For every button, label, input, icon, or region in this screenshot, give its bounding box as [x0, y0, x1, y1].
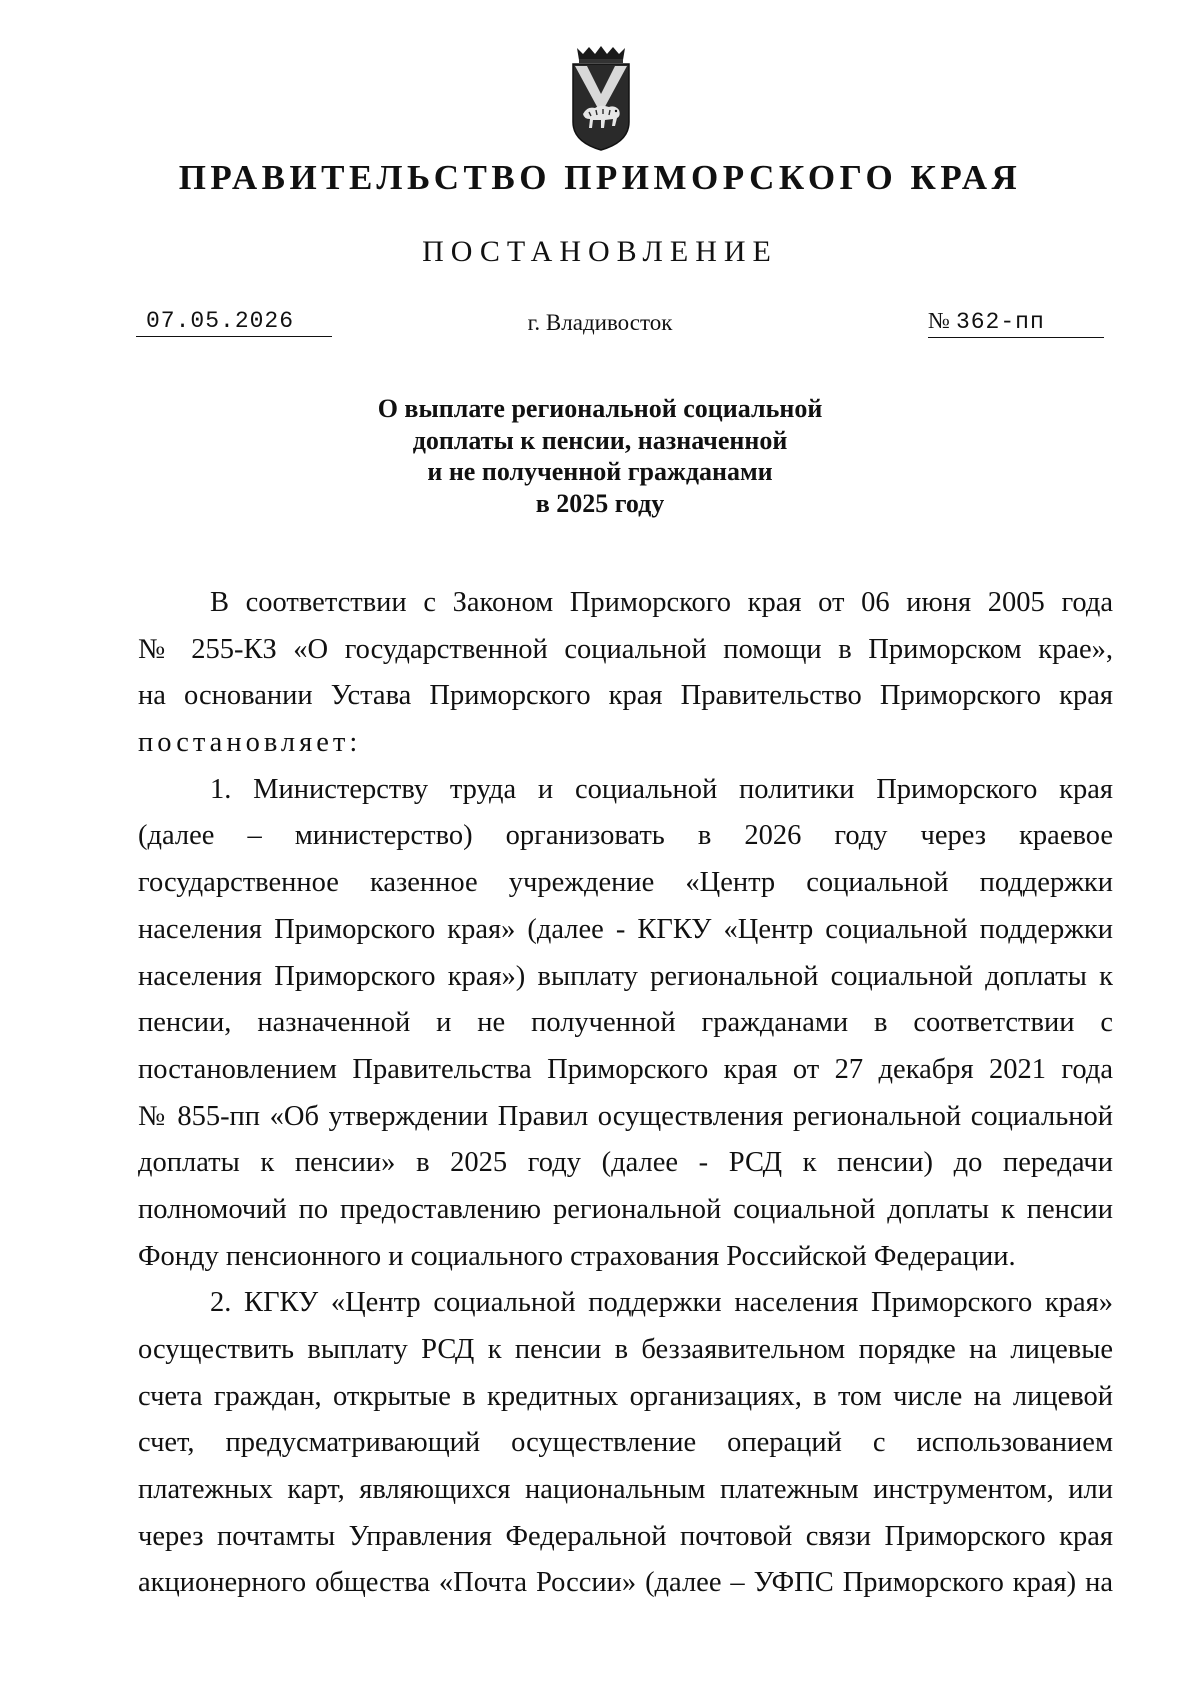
document-date: 07.05.2026 [136, 306, 332, 337]
document-body [138, 580, 1113, 1607]
subject-line: доплаты к пенсии, назначенной [412, 425, 788, 455]
body-line: населения Приморского края» (далее - КГКУ «Центр социальной поддержки [138, 913, 1113, 945]
body-line: № 255-КЗ «О государственной социальной помощи в Приморском крае», [138, 633, 1113, 665]
body-line: доплаты к пенсии» в 2025 году (далее - РСД к пенсии) до передачи [138, 1147, 1113, 1179]
body-line-resolves: постановляет: [138, 727, 362, 759]
subject-line: и не полученной гражданами [427, 457, 773, 486]
body-line: постановлением Правительства Приморского края от 27 декабря 2021 года [138, 1053, 1113, 1085]
number-value: 362-пп [955, 309, 1045, 335]
body-line: В соответствии с Законом Приморского края от 06 июня 2005 года [210, 587, 1113, 618]
body-line: № 855-пп «Об утверждении Правил осуществления региональной социальной [138, 1100, 1113, 1132]
document-subject [0, 393, 1200, 519]
document-city: г. Владивосток [527, 310, 673, 335]
body-line: через почтамты Управления Федеральной почтовой связи Приморского края [138, 1520, 1113, 1552]
body-line: счет, предусматривающий осуществление операций с использованием [138, 1427, 1113, 1459]
body-line: акционерного общества «Почта России» (далее – УФПС Приморского края) на [138, 1567, 1113, 1599]
body-line: счета граждан, открытые в кредитных организациях, в том числе на лицевой [138, 1380, 1113, 1412]
body-line: пенсии, назначенной и не полученной гражданами в соответствии с [138, 1007, 1113, 1039]
coat-of-arms-icon [569, 44, 633, 154]
government-title: ПРАВИТЕЛЬСТВО ПРИМОРСКОГО КРАЯ [178, 158, 1022, 197]
body-line: населения Приморского края») выплату региональной социальной доплаты к [138, 960, 1113, 992]
body-line: полномочий по предоставлению региональной социальной доплаты к пенсии [138, 1193, 1113, 1225]
subject-line: О выплате региональной социальной [377, 394, 823, 423]
body-line: (далее – министерство) организовать в 2026 году через краевое [138, 820, 1113, 852]
body-line: на основании Устава Приморского края Правительство Приморского края [138, 680, 1113, 712]
document-meta [0, 306, 1200, 346]
subject-line: в 2025 году [535, 488, 665, 518]
body-line: осуществить выплату РСД к пенсии в беззаявительном порядке на лицевые [138, 1334, 1113, 1365]
body-line: платежных карт, являющихся национальным платежным инструментом, или [138, 1474, 1113, 1506]
document-type: ПОСТАНОВЛЕНИЕ [422, 235, 778, 268]
body-line: Фонду пенсионного и социального страхования Российской Федерации. [138, 1240, 1016, 1272]
document-number [928, 306, 1104, 338]
body-line: 1. Министерству труда и социальной политики Приморского края [210, 773, 1113, 805]
body-line: 2. КГКУ «Центр социальной поддержки населения Приморского края» [210, 1287, 1113, 1319]
body-line: государственное казенное учреждение «Центр социальной поддержки [138, 867, 1113, 899]
number-prefix: № [928, 308, 950, 333]
